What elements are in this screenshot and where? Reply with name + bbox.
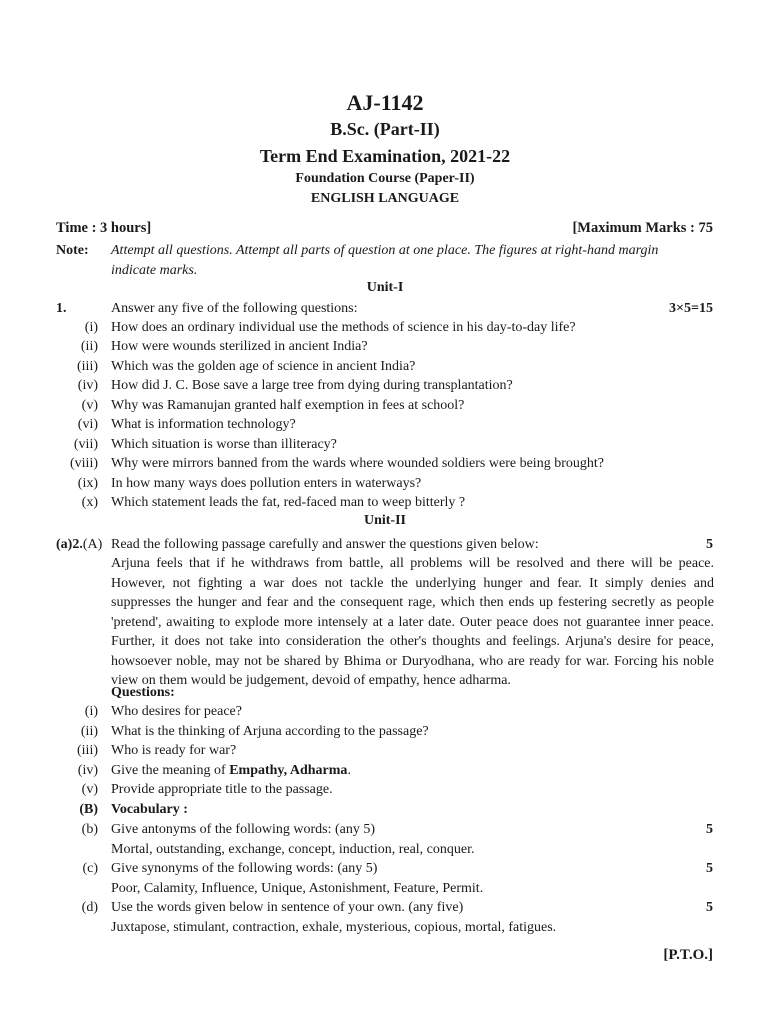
list-item-number: (x) [81,495,98,510]
list-item: Which situation is worse than illiteracy? [111,437,337,452]
question-iv-bold-words: Empathy, Adharma [229,763,348,778]
list-item: What is the thinking of Arjuna according to the passage? [111,724,429,739]
question-iv-end: . [347,763,351,778]
paper-code: AJ-1142 [346,90,424,115]
part-b-marks: 5 [706,822,713,837]
part-c-marks: 5 [706,861,713,876]
part-d-text: Use the words given below in sentence of your own. (any five) [111,900,464,915]
list-item-number: (i) [84,320,98,335]
question-1-number: 1. [56,301,67,316]
note-label: Note: [56,243,89,258]
list-item-number: (iii) [77,359,98,374]
list-item: Who desires for peace? [111,704,242,719]
list-item: Why were mirrors banned from the wards where wounded soldiers were being brought? [111,456,604,471]
list-item: How were wounds sterilized in ancient India? [111,339,368,354]
questions-label: Questions: [111,685,175,700]
max-marks-label: [Maximum Marks : 75 [572,220,713,236]
list-item: In how many ways does pollution enters in waterways? [111,476,422,491]
part-c-number: (c) [82,861,98,876]
paper-title: Foundation Course (Paper-II) [295,171,475,186]
question-1-marks: 3×5=15 [669,301,713,316]
part-b-number: (b) [81,822,98,837]
list-item: Which was the golden age of science in ancient India? [111,359,416,374]
list-item-number: (ii) [80,339,98,354]
question-2-number-bold: (a)2. [56,537,83,552]
part-c-words: Poor, Calamity, Influence, Unique, Astonishment, Feature, Permit. [111,881,484,896]
list-item: What is information technology? [111,417,296,432]
exam-title: Term End Examination, 2021-22 [259,146,511,166]
list-item-number: (iii) [77,743,98,758]
note-text-1: Attempt all questions. Attempt all parts of question at one place. The figures at right-hand margin [111,243,659,258]
vocab-label: Vocabulary : [111,802,188,817]
pto-label: [P.T.O.] [663,947,713,963]
list-item: How does an ordinary individual use the methods of science in his day-to-day life? [111,320,576,335]
list-item-number: (ii) [80,724,98,739]
list-item-number: (viii) [70,456,98,471]
question-2-number [56,535,102,554]
list-item-number: (v) [81,398,98,413]
list-item: Provide appropriate title to the passage. [111,782,333,797]
list-item-number: (v) [81,782,98,797]
note-text-2: indicate marks. [111,263,198,278]
list-item-number: (i) [84,704,98,719]
part-c-text: Give synonyms of the following words: (any 5) [111,861,378,876]
list-item-number: (vi) [77,417,98,432]
list-item-number: (iv) [77,763,98,778]
part-d-marks: 5 [706,900,713,915]
list-item [111,761,351,780]
subject-title: ENGLISH LANGUAGE [310,191,460,206]
list-item-number: (iv) [77,378,98,393]
list-item: Who is ready for war? [111,743,237,758]
unit-2-title: Unit-II [363,513,406,528]
list-item: Which statement leads the fat, red-faced man to weep bitterly ? [111,495,466,510]
question-2-sub-number: (A) [82,537,103,552]
passage: Arjuna feels that if he withdraws from battle, all problems will be resolved and there will be peace. However, not fighting a war does not tackle the underlying hunger and fear. It simply denies and suppresses the hunger and fear and the consequent rage, which then ends up festering secretly as people 'pretend', awaiting to explode more intensely at a later date. Outer peace does not guarantee inner peace. Further, it does not take into consideration the other's thoughts and feelings. Arjuna's desire for peace, howsoever noble, may not be shared by Bhima or Duryodhana, who are ready for war. Forcing his noble view on them would be judgement, devoid of empathy, hence adharma. [111,556,714,688]
unit-1-title: Unit-I [366,280,404,295]
time-label: Time : 3 hours] [56,220,152,236]
list-item: Why was Ramanujan granted half exemption in fees at school? [111,398,465,413]
list-item-number: (vii) [73,437,98,452]
course-title: B.Sc. (Part-II) [330,119,440,139]
part-d-number: (d) [81,900,98,915]
question-iv-text: Give the meaning of [111,763,230,778]
part-d-words: Juxtapose, stimulant, contraction, exhale, mysterious, copious, mortal, fatigues. [111,920,557,935]
part-b-text: Give antonyms of the following words: (any 5) [111,822,376,837]
list-item-number: (ix) [77,476,98,491]
question-2-text: Read the following passage carefully and answer the questions given below: [111,537,539,552]
question-2-marks: 5 [706,537,713,552]
list-item: How did J. C. Bose save a large tree from dying during transplantation? [111,378,513,393]
question-1-text: Answer any five of the following questions: [111,301,358,316]
part-b-words: Mortal, outstanding, exchange, concept, induction, real, conquer. [111,842,475,857]
vocab-number: (B) [79,802,98,817]
